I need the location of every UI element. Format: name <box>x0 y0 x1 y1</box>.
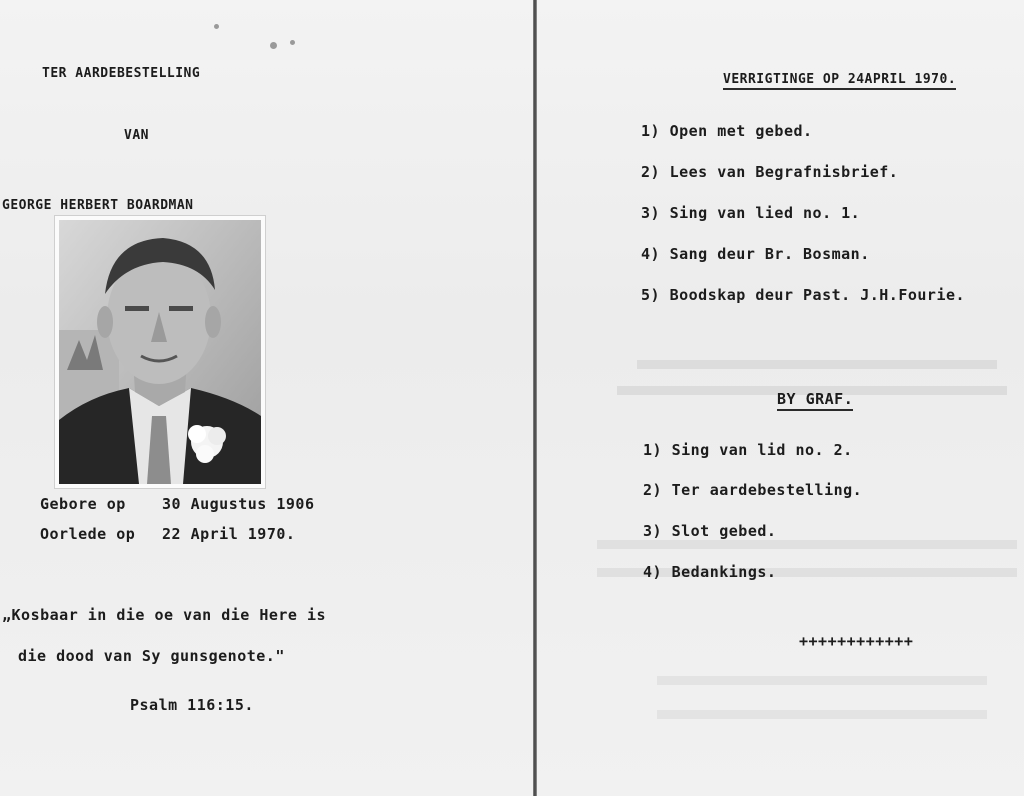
title-line-2: VAN <box>124 128 149 143</box>
bleed-through-mark <box>657 676 987 685</box>
quote-line-2: die dood van Sy gunsgenote." <box>18 647 285 665</box>
bleed-through-mark <box>637 360 997 369</box>
paper-speck <box>214 24 219 29</box>
title-line-1: TER AARDEBESTELLING <box>42 66 201 81</box>
quote-line-1: „Kosbaar in die oe van die Here is <box>2 606 327 624</box>
service-item: 5) Boodskap deur Past. J.H.Fourie. <box>641 286 966 304</box>
service-item: 2) Lees van Begrafnisbrief. <box>641 163 899 181</box>
bleed-through-mark <box>657 710 987 719</box>
portrait-photo <box>54 215 266 489</box>
service-item: 3) Sing van lied no. 1. <box>641 204 861 222</box>
quote-reference: Psalm 116:15. <box>130 696 254 714</box>
grave-item: 3) Slot gebed. <box>643 522 777 540</box>
grave-item: 2) Ter aardebestelling. <box>643 481 863 499</box>
separator-line: ++++++++++++ <box>799 632 914 650</box>
paper-speck <box>270 42 277 49</box>
died-label: Oorlede op <box>40 525 136 543</box>
service-item: 4) Sang deur Br. Bosman. <box>641 245 870 263</box>
paper-speck <box>290 40 295 45</box>
bleed-through-mark <box>597 540 1017 549</box>
service-item: 1) Open met gebed. <box>641 122 813 140</box>
grave-item: 1) Sing van lid no. 2. <box>643 441 853 459</box>
born-date: 30 Augustus 1906 <box>162 495 315 513</box>
deceased-name: GEORGE HERBERT BOARDMAN <box>2 198 194 213</box>
grave-item: 4) Bedankings. <box>643 563 777 581</box>
died-date: 22 April 1970. <box>162 525 296 543</box>
grave-heading: BY GRAF. <box>777 390 853 411</box>
right-page <box>537 0 1024 796</box>
born-label: Gebore op <box>40 495 126 513</box>
service-heading: VERRIGTINGE OP 24APRIL 1970. <box>723 72 956 90</box>
